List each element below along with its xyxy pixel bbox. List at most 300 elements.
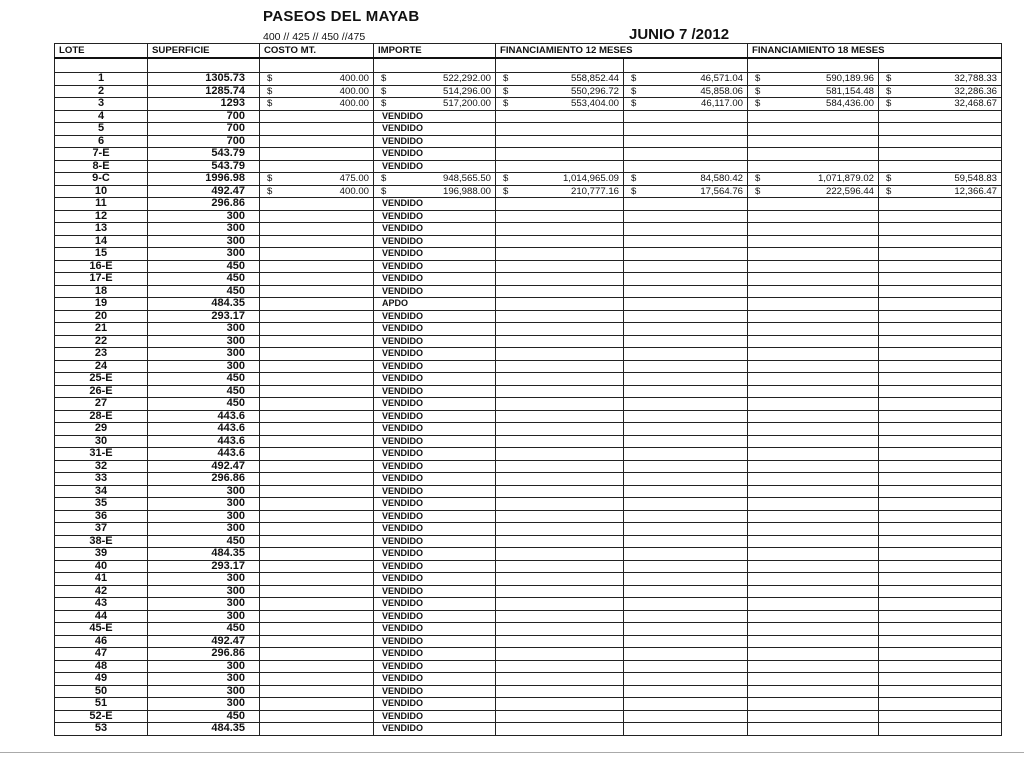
f18-monthly-cell xyxy=(879,448,1002,461)
status-cell: VENDIDO xyxy=(374,335,496,348)
lote-cell: 29 xyxy=(55,423,148,436)
f18-total-cell xyxy=(748,360,879,373)
lote-cell: 48 xyxy=(55,660,148,673)
costo-cell xyxy=(260,448,374,461)
superficie-cell: 300 xyxy=(148,498,260,511)
table-row xyxy=(55,710,1002,723)
f18-monthly-cell xyxy=(879,723,1002,736)
status-cell: VENDIDO xyxy=(374,560,496,573)
costo-cell xyxy=(260,123,374,136)
f18-total-cell xyxy=(748,310,879,323)
f18-monthly-cell xyxy=(879,435,1002,448)
f18-monthly-cell xyxy=(879,210,1002,223)
f18-monthly-cell xyxy=(879,560,1002,573)
superficie-cell: 450 xyxy=(148,260,260,273)
f12-total-cell xyxy=(496,398,624,411)
f12-monthly-cell xyxy=(624,135,748,148)
f12-total-cell xyxy=(496,535,624,548)
table-row xyxy=(55,485,1002,498)
f12-monthly-cell xyxy=(624,148,748,161)
lote-cell: 51 xyxy=(55,698,148,711)
f18-total-cell xyxy=(748,460,879,473)
f18-total-cell xyxy=(748,410,879,423)
f18-total-cell xyxy=(748,560,879,573)
status-cell: VENDIDO xyxy=(374,198,496,211)
f12-monthly-cell xyxy=(624,310,748,323)
lote-cell: 3 xyxy=(55,98,148,111)
status-cell: VENDIDO xyxy=(374,598,496,611)
f12-monthly-cell xyxy=(624,360,748,373)
table-row xyxy=(55,173,1002,186)
f18-total-cell xyxy=(748,435,879,448)
costo-cell xyxy=(260,460,374,473)
f12-total-cell xyxy=(496,623,624,636)
f18-monthly-cell xyxy=(879,623,1002,636)
lote-cell: 28-E xyxy=(55,410,148,423)
superficie-cell: 492.47 xyxy=(148,460,260,473)
costo-cell xyxy=(260,148,374,161)
table-row xyxy=(55,298,1002,311)
f12-monthly-cell xyxy=(624,560,748,573)
lote-cell: 10 xyxy=(55,185,148,198)
f18-monthly-cell xyxy=(879,635,1002,648)
lote-cell: 41 xyxy=(55,573,148,586)
table-row xyxy=(55,360,1002,373)
col-header-financiamiento-12: FINANCIAMIENTO 12 MESES xyxy=(496,44,748,59)
costo-cell xyxy=(260,510,374,523)
status-cell: VENDIDO xyxy=(374,435,496,448)
lote-cell: 9-C xyxy=(55,173,148,186)
f12-monthly-cell xyxy=(624,260,748,273)
lote-cell: 27 xyxy=(55,398,148,411)
superficie-cell: 300 xyxy=(148,485,260,498)
lote-cell: 20 xyxy=(55,310,148,323)
f18-total-cell xyxy=(748,485,879,498)
f18-total-cell xyxy=(748,635,879,648)
status-cell: VENDIDO xyxy=(374,235,496,248)
table-row xyxy=(55,498,1002,511)
f12-total-cell xyxy=(496,160,624,173)
status-cell: VENDIDO xyxy=(374,323,496,336)
lote-cell: 1 xyxy=(55,73,148,86)
f12-monthly-cell xyxy=(624,598,748,611)
superficie-cell: 443.6 xyxy=(148,435,260,448)
f12-monthly-cell xyxy=(624,685,748,698)
f12-monthly-cell xyxy=(624,510,748,523)
f18-total-cell: $ 1,071,879.02 xyxy=(748,173,879,186)
lote-cell: 50 xyxy=(55,685,148,698)
f12-total-cell xyxy=(496,560,624,573)
f12-monthly-cell xyxy=(624,585,748,598)
costo-cell: $ 400.00 xyxy=(260,85,374,98)
table-row xyxy=(55,560,1002,573)
f18-total-cell xyxy=(748,285,879,298)
superficie-cell: 300 xyxy=(148,585,260,598)
status-cell: VENDIDO xyxy=(374,723,496,736)
status-cell: VENDIDO xyxy=(374,573,496,586)
table-row xyxy=(55,285,1002,298)
lote-cell: 16-E xyxy=(55,260,148,273)
f18-monthly-cell xyxy=(879,385,1002,398)
f18-monthly-cell xyxy=(879,610,1002,623)
f12-monthly-cell xyxy=(624,635,748,648)
table-row xyxy=(55,148,1002,161)
costo-cell xyxy=(260,610,374,623)
f12-monthly-cell xyxy=(624,435,748,448)
status-cell: VENDIDO xyxy=(374,535,496,548)
superficie-cell: 300 xyxy=(148,348,260,361)
costo-cell xyxy=(260,298,374,311)
status-cell: VENDIDO xyxy=(374,310,496,323)
table-row xyxy=(55,185,1002,198)
costo-cell xyxy=(260,398,374,411)
status-cell: VENDIDO xyxy=(374,548,496,561)
lote-cell: 53 xyxy=(55,723,148,736)
superficie-cell: 450 xyxy=(148,273,260,286)
f12-total-cell xyxy=(496,285,624,298)
lote-cell: 43 xyxy=(55,598,148,611)
f12-monthly-cell: $ 46,117.00 xyxy=(624,98,748,111)
status-cell: VENDIDO xyxy=(374,648,496,661)
table-row xyxy=(55,123,1002,136)
f12-total-cell: $ 1,014,965.09 xyxy=(496,173,624,186)
costo-cell xyxy=(260,248,374,261)
table-row xyxy=(55,585,1002,598)
f12-monthly-cell xyxy=(624,273,748,286)
f12-total-cell xyxy=(496,323,624,336)
superficie-cell: 300 xyxy=(148,210,260,223)
f18-monthly-cell: $ 32,286.36 xyxy=(879,85,1002,98)
superficie-cell: 296.86 xyxy=(148,198,260,211)
superficie-cell: 484.35 xyxy=(148,298,260,311)
f18-total-cell xyxy=(748,198,879,211)
lote-cell: 37 xyxy=(55,523,148,536)
status-cell: VENDIDO xyxy=(374,460,496,473)
f18-total-cell xyxy=(748,710,879,723)
f12-total-cell xyxy=(496,123,624,136)
f18-monthly-cell xyxy=(879,273,1002,286)
table-row xyxy=(55,248,1002,261)
costo-cell xyxy=(260,423,374,436)
f12-monthly-cell xyxy=(624,335,748,348)
f12-monthly-cell: $ 46,571.04 xyxy=(624,73,748,86)
costo-cell xyxy=(260,435,374,448)
f18-monthly-cell xyxy=(879,198,1002,211)
costo-cell: $ 400.00 xyxy=(260,73,374,86)
status-cell: VENDIDO xyxy=(374,160,496,173)
status-cell: VENDIDO xyxy=(374,348,496,361)
f18-total-cell: $ 590,189.96 xyxy=(748,73,879,86)
f12-total-cell xyxy=(496,648,624,661)
f18-monthly-cell: $ 32,468.67 xyxy=(879,98,1002,111)
f12-total-cell xyxy=(496,335,624,348)
costo-cell xyxy=(260,385,374,398)
f18-total-cell xyxy=(748,498,879,511)
superficie-cell: 700 xyxy=(148,110,260,123)
f12-monthly-cell xyxy=(624,498,748,511)
f18-monthly-cell xyxy=(879,535,1002,548)
lote-cell: 14 xyxy=(55,235,148,248)
table-row xyxy=(55,335,1002,348)
lote-cell: 23 xyxy=(55,348,148,361)
f12-total-cell xyxy=(496,610,624,623)
f12-monthly-cell xyxy=(624,485,748,498)
f18-monthly-cell xyxy=(879,573,1002,586)
f18-monthly-cell xyxy=(879,298,1002,311)
costo-cell xyxy=(260,498,374,511)
table-row xyxy=(55,448,1002,461)
f18-monthly-cell xyxy=(879,285,1002,298)
status-cell: VENDIDO xyxy=(374,248,496,261)
status-cell: VENDIDO xyxy=(374,110,496,123)
table-row xyxy=(55,723,1002,736)
status-cell: VENDIDO xyxy=(374,148,496,161)
f18-monthly-cell xyxy=(879,498,1002,511)
table-row xyxy=(55,235,1002,248)
status-cell: VENDIDO xyxy=(374,485,496,498)
f12-total-cell xyxy=(496,698,624,711)
f18-total-cell xyxy=(748,123,879,136)
f12-monthly-cell xyxy=(624,298,748,311)
f18-total-cell xyxy=(748,248,879,261)
f18-monthly-cell xyxy=(879,160,1002,173)
f12-total-cell: $ 550,296.72 xyxy=(496,85,624,98)
superficie-cell: 300 xyxy=(148,360,260,373)
f18-monthly-cell xyxy=(879,348,1002,361)
f18-total-cell xyxy=(748,335,879,348)
lote-cell: 42 xyxy=(55,585,148,598)
costo-cell xyxy=(260,710,374,723)
status-cell: VENDIDO xyxy=(374,473,496,486)
f18-monthly-cell xyxy=(879,235,1002,248)
f12-total-cell xyxy=(496,310,624,323)
f12-total-cell: $ 210,777.16 xyxy=(496,185,624,198)
f18-total-cell xyxy=(748,523,879,536)
costo-cell xyxy=(260,685,374,698)
importe-cell: $ 948,565.50 xyxy=(374,173,496,186)
table-row xyxy=(55,385,1002,398)
f12-total-cell xyxy=(496,723,624,736)
table-row xyxy=(55,685,1002,698)
f12-monthly-cell xyxy=(624,610,748,623)
costo-cell xyxy=(260,285,374,298)
superficie-cell: 293.17 xyxy=(148,560,260,573)
f12-monthly-cell xyxy=(624,710,748,723)
superficie-cell: 543.79 xyxy=(148,160,260,173)
status-cell: VENDIDO xyxy=(374,260,496,273)
page-edge xyxy=(0,752,1024,753)
f12-monthly-cell xyxy=(624,423,748,436)
costo-cell xyxy=(260,348,374,361)
f12-monthly-cell xyxy=(624,723,748,736)
f18-total-cell: $ 584,436.00 xyxy=(748,98,879,111)
lote-cell: 44 xyxy=(55,610,148,623)
costo-cell xyxy=(260,223,374,236)
lote-cell: 30 xyxy=(55,435,148,448)
f18-monthly-cell xyxy=(879,123,1002,136)
lote-cell: 11 xyxy=(55,198,148,211)
importe-cell: $ 196,988.00 xyxy=(374,185,496,198)
table-row xyxy=(55,698,1002,711)
f12-monthly-cell xyxy=(624,385,748,398)
superficie-cell: 450 xyxy=(148,373,260,386)
table-row xyxy=(55,648,1002,661)
lote-cell: 45-E xyxy=(55,623,148,636)
f18-monthly-cell xyxy=(879,248,1002,261)
col-header-importe: IMPORTE xyxy=(374,44,496,59)
lote-cell: 40 xyxy=(55,560,148,573)
table-row xyxy=(55,223,1002,236)
table-row xyxy=(55,323,1002,336)
superficie-cell: 450 xyxy=(148,710,260,723)
f18-monthly-cell: $ 59,548.83 xyxy=(879,173,1002,186)
lote-cell: 36 xyxy=(55,510,148,523)
lote-cell: 13 xyxy=(55,223,148,236)
lote-cell: 17-E xyxy=(55,273,148,286)
status-cell: VENDIDO xyxy=(374,373,496,386)
f18-total-cell: $ 222,596.44 xyxy=(748,185,879,198)
superficie-cell: 300 xyxy=(148,610,260,623)
costo-cell xyxy=(260,548,374,561)
f18-total-cell xyxy=(748,660,879,673)
superficie-cell: 296.86 xyxy=(148,473,260,486)
table-body xyxy=(55,58,1002,735)
f18-monthly-cell xyxy=(879,598,1002,611)
f12-monthly-cell xyxy=(624,473,748,486)
costo-cell xyxy=(260,210,374,223)
costo-cell xyxy=(260,585,374,598)
table-row xyxy=(55,160,1002,173)
f12-monthly-cell xyxy=(624,573,748,586)
f12-monthly-cell xyxy=(624,448,748,461)
superficie-cell: 484.35 xyxy=(148,723,260,736)
f18-monthly-cell xyxy=(879,473,1002,486)
f12-total-cell xyxy=(496,423,624,436)
f12-total-cell xyxy=(496,260,624,273)
f18-total-cell xyxy=(748,298,879,311)
f18-monthly-cell xyxy=(879,485,1002,498)
f18-monthly-cell xyxy=(879,510,1002,523)
f18-monthly-cell xyxy=(879,223,1002,236)
f12-total-cell xyxy=(496,460,624,473)
f12-total-cell xyxy=(496,248,624,261)
f18-total-cell xyxy=(748,160,879,173)
lote-cell: 15 xyxy=(55,248,148,261)
f18-monthly-cell xyxy=(879,673,1002,686)
f18-monthly-cell xyxy=(879,410,1002,423)
f18-total-cell xyxy=(748,373,879,386)
f12-monthly-cell xyxy=(624,160,748,173)
f18-total-cell xyxy=(748,648,879,661)
col-header-costo: COSTO MT. xyxy=(260,44,374,59)
table-row xyxy=(55,635,1002,648)
superficie-cell: 543.79 xyxy=(148,148,260,161)
f18-total-cell xyxy=(748,223,879,236)
f12-monthly-cell xyxy=(624,460,748,473)
f18-total-cell xyxy=(748,210,879,223)
f18-total-cell xyxy=(748,610,879,623)
f12-total-cell xyxy=(496,410,624,423)
costo-cell xyxy=(260,723,374,736)
f18-total-cell: $ 581,154.48 xyxy=(748,85,879,98)
f12-total-cell xyxy=(496,510,624,523)
status-cell: VENDIDO xyxy=(374,448,496,461)
status-cell: VENDIDO xyxy=(374,135,496,148)
table-row xyxy=(55,273,1002,286)
table-row xyxy=(55,373,1002,386)
superficie-cell: 484.35 xyxy=(148,548,260,561)
lote-cell: 32 xyxy=(55,460,148,473)
f12-total-cell xyxy=(496,385,624,398)
status-cell: VENDIDO xyxy=(374,273,496,286)
superficie-cell: 450 xyxy=(148,285,260,298)
f18-monthly-cell xyxy=(879,685,1002,698)
table-row xyxy=(55,260,1002,273)
status-cell: VENDIDO xyxy=(374,423,496,436)
superficie-cell: 296.86 xyxy=(148,648,260,661)
table-row xyxy=(55,598,1002,611)
f18-total-cell xyxy=(748,448,879,461)
superficie-cell: 443.6 xyxy=(148,423,260,436)
table-row xyxy=(55,85,1002,98)
superficie-cell: 443.6 xyxy=(148,410,260,423)
f12-total-cell xyxy=(496,673,624,686)
superficie-cell: 492.47 xyxy=(148,635,260,648)
blank-row xyxy=(55,58,1002,73)
f18-monthly-cell xyxy=(879,323,1002,336)
superficie-cell: 293.17 xyxy=(148,310,260,323)
superficie-cell: 700 xyxy=(148,123,260,136)
costo-cell xyxy=(260,260,374,273)
price-tiers: 400 // 425 // 450 //475 xyxy=(263,31,366,43)
lote-cell: 52-E xyxy=(55,710,148,723)
table-row xyxy=(55,523,1002,536)
f18-total-cell xyxy=(748,585,879,598)
f18-monthly-cell: $ 12,366.47 xyxy=(879,185,1002,198)
status-cell: VENDIDO xyxy=(374,285,496,298)
f12-monthly-cell xyxy=(624,248,748,261)
superficie-cell: 300 xyxy=(148,698,260,711)
f12-monthly-cell xyxy=(624,373,748,386)
f18-total-cell xyxy=(748,723,879,736)
table-row xyxy=(55,110,1002,123)
f12-monthly-cell xyxy=(624,398,748,411)
table-row xyxy=(55,310,1002,323)
f18-total-cell xyxy=(748,398,879,411)
costo-cell xyxy=(260,485,374,498)
table-row xyxy=(55,510,1002,523)
f12-total-cell xyxy=(496,598,624,611)
f18-monthly-cell xyxy=(879,260,1002,273)
lote-cell: 7-E xyxy=(55,148,148,161)
costo-cell xyxy=(260,648,374,661)
f12-total-cell xyxy=(496,435,624,448)
table-row xyxy=(55,73,1002,86)
status-cell: VENDIDO xyxy=(374,410,496,423)
f18-total-cell xyxy=(748,110,879,123)
costo-cell xyxy=(260,673,374,686)
importe-cell: $ 514,296.00 xyxy=(374,85,496,98)
document-title: PASEOS DEL MAYAB xyxy=(263,8,420,25)
f12-monthly-cell xyxy=(624,535,748,548)
costo-cell xyxy=(260,360,374,373)
f18-total-cell xyxy=(748,685,879,698)
table-row xyxy=(55,473,1002,486)
f12-total-cell xyxy=(496,348,624,361)
superficie-cell: 1996.98 xyxy=(148,173,260,186)
status-cell: VENDIDO xyxy=(374,660,496,673)
status-cell: APDO xyxy=(374,298,496,311)
